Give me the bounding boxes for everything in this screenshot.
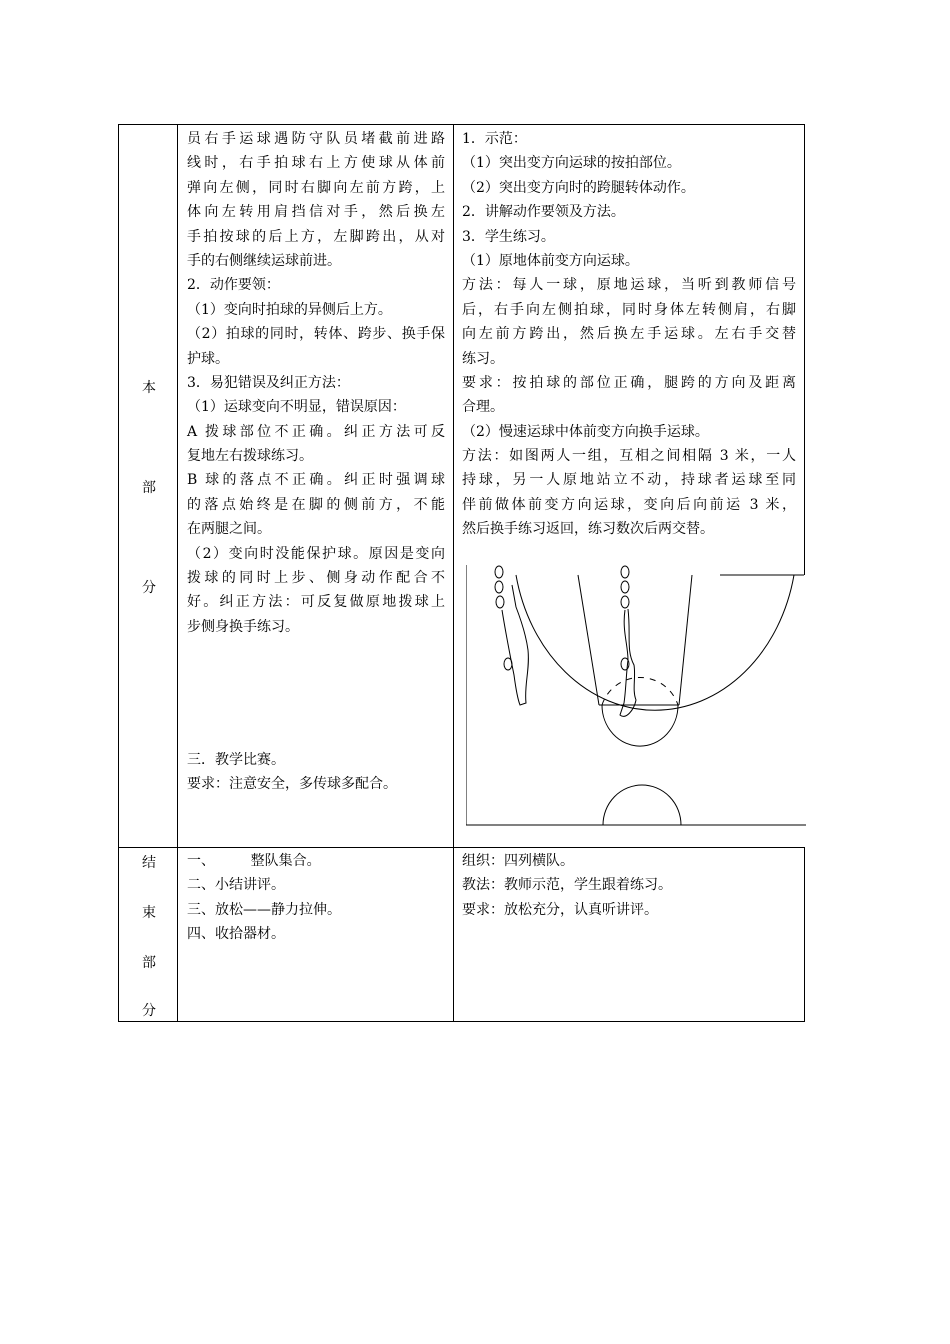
method-line: 方法：如图两人一组，互相之间相隔 3 米，一人 [462,448,796,465]
content-line: 弹向左侧，同时右脚向左前方跨，上 [187,179,445,196]
content-line: 拨球的同时上步、侧身动作配合不 [187,570,445,587]
teaching-match [187,748,445,797]
basketball-half-court-icon [466,565,806,827]
method-line: 持球，另一人原地站立不动，持球者运球至同 [462,472,796,489]
content-line: 在两腿之间。 [187,521,271,538]
center-circle [603,785,681,825]
method-line: 合理。 [462,399,504,416]
content-line: 手拍按球的后上方，左脚跨出，从对 [187,228,445,245]
main-method-text [462,127,796,542]
content-line: B 球的落点不正确。纠正时强调球 [187,472,445,489]
method-line: （2）慢速运球中体前变方向换手运球。 [462,423,709,440]
end-method-text [462,849,796,922]
main-section-label-1: 本 [142,380,156,396]
end-section-label-3: 部 [142,955,156,971]
method-line: 教法：教师示范，学生跟着练习。 [462,877,672,894]
player-marker [621,566,629,578]
main-section-label-3: 分 [142,580,156,596]
method-line: 3．学生练习。 [462,228,555,245]
lane-right-line [679,575,692,705]
method-line: 组织：四列横队。 [462,853,574,869]
content-line: 一、 整队集合。 [187,853,321,869]
match-requirement: 要求：注意安全，多传球多配合。 [187,776,397,793]
table-right-border [804,124,805,575]
table-right-border-lower [804,847,805,1022]
table-left-border [118,124,119,1022]
content-line: （2）拍球的同时，转体、跨步、换手保 [187,326,445,343]
dribble-path-left [502,585,528,705]
method-line: 后，右手向左侧拍球，同时身体左转侧肩，右脚 [462,301,796,318]
content-line: 的落点始终是在脚的侧前方，不能 [187,496,445,513]
content-line: 线时，右手拍球右上方使球从体前 [187,155,445,172]
content-line: 体向左转用肩挡信对手，然后换左 [187,204,445,221]
content-line: 四、收拾器材。 [187,926,285,943]
method-line: 要求：按拍球的部位正确，腿跨的方向及距离 [462,374,796,391]
content-line: （2）变向时没能保护球。原因是变向 [187,545,445,562]
method-line: （1）原地体前变方向运球。 [462,252,639,269]
content-line: 步侧身换手练习。 [187,618,299,635]
section-divider [118,847,805,848]
content-line: （1）运球变向不明显，错误原因： [187,399,406,416]
player-marker [496,596,504,608]
three-point-arc [516,575,794,710]
main-section-label-2: 部 [142,480,156,496]
content-line: 好。纠正方法：可反复做原地拨球上 [187,594,445,611]
player-marker [621,581,629,593]
content-line: 手的右侧继续运球前进。 [187,252,341,269]
method-line: （1）突出变方向运球的按拍部位。 [462,155,681,172]
method-line: 向左前方跨出，然后换左手运球。左右手交替 [462,326,796,343]
content-line: 3．易犯错误及纠正方法： [187,374,350,391]
free-throw-circle [602,705,678,746]
dribble-path-right [620,609,636,716]
content-line: 护球。 [187,350,229,367]
main-content-text [187,127,445,639]
content-column-divider [453,124,454,1022]
end-section-label-4: 分 [142,1003,156,1019]
end-section-label-2: 束 [142,905,156,921]
content-line: 三、放松——静力拉伸。 [187,901,341,918]
method-line: 伴前做体前变方向运球，变向后向前运 3 米， [462,496,796,513]
player-marker [495,581,503,593]
method-line: 要求：放松充分，认真听讲评。 [462,901,658,918]
method-line: 方法：每人一球，原地运球，当听到教师信号 [462,277,796,294]
match-title: 三．教学比赛。 [187,752,285,768]
table-bottom-border [118,1021,805,1022]
method-line: 1．示范： [462,131,527,147]
content-line: （1）变向时拍球的异侧后上方。 [187,301,392,318]
content-line: 二、小结讲评。 [187,877,285,894]
free-throw-circle-dashed [602,677,678,705]
end-content-text [187,849,445,947]
method-line: 然后换手练习返回，练习数次后两交替。 [462,521,714,538]
end-section-label-1: 结 [142,855,156,871]
content-line: 复地左右拨球练习。 [187,448,313,465]
content-line: 员右手运球遇防守队员堵截前进路 [187,131,445,147]
content-line: 2．动作要领： [187,277,280,294]
player-marker [495,566,503,578]
method-line: 2．讲解动作要领及方法。 [462,204,625,221]
method-line: 练习。 [462,350,504,367]
content-line: A 拨球部位不正确。纠正方法可反 [187,423,445,440]
player-marker [621,596,629,608]
table-top-border [118,124,805,125]
method-line: （2）突出变方向时的跨腿转体动作。 [462,179,695,196]
label-column-divider [177,124,178,1022]
